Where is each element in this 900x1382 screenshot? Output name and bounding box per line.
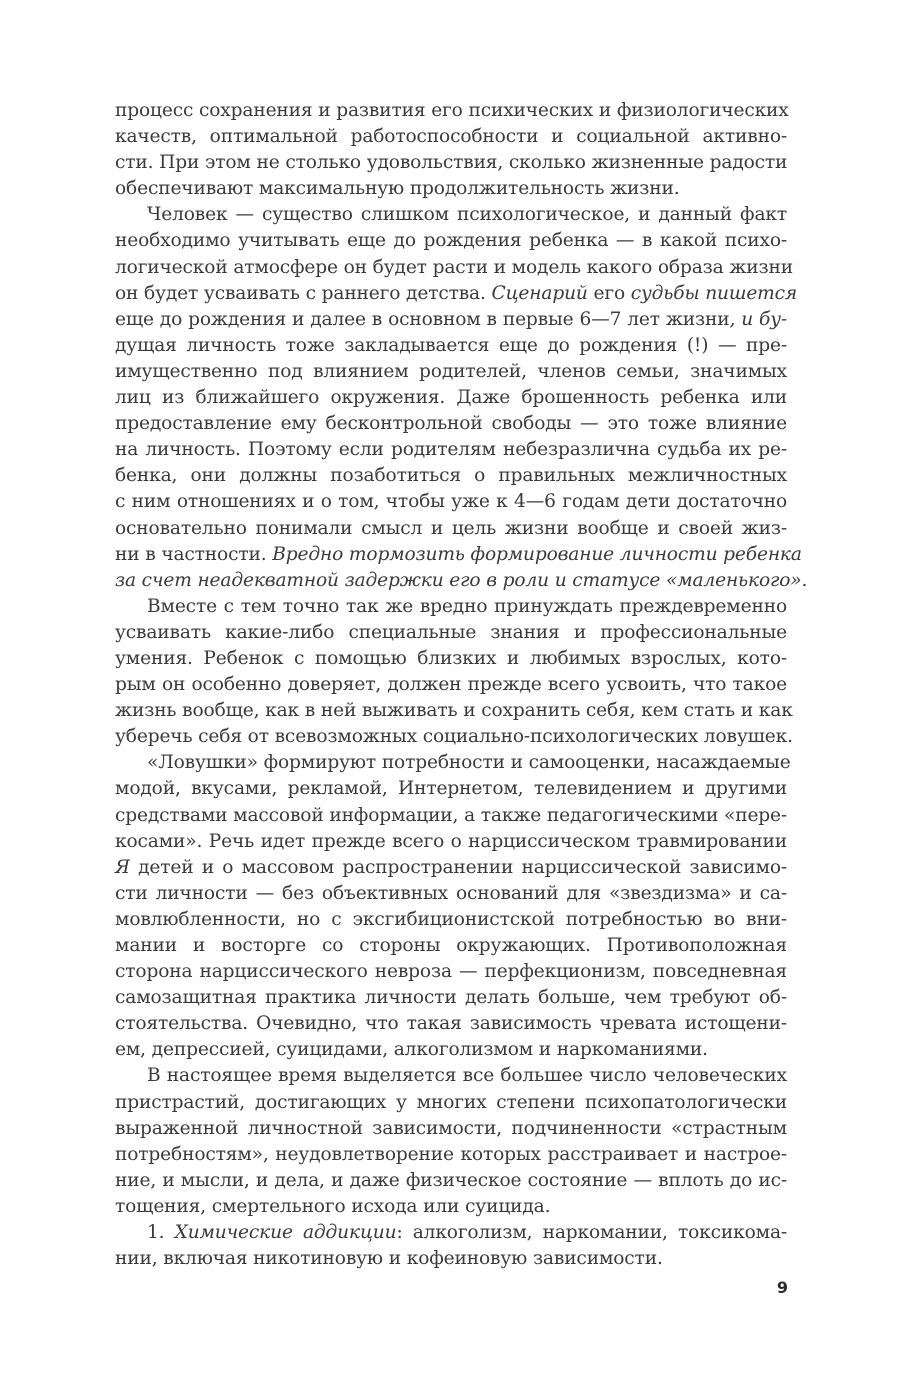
text-segment: умения. Ребенок с помощью близких и любимых взрослых, кото- <box>115 647 787 669</box>
text-segment: рым он особенно доверяет, должен прежде всего усвоить, что такое <box>115 674 787 696</box>
text-line <box>115 437 787 463</box>
text-line <box>115 568 808 594</box>
text-segment: пристрастий, достигающих у многих степени психопатологически <box>115 1091 787 1113</box>
text-segment: бенка, они должны позаботиться о правильных межличностных <box>115 465 787 487</box>
italic-text: судьбы пишется <box>630 282 798 304</box>
text-segment: мании и восторге со стороны окружающих. Противоположная <box>115 935 787 956</box>
text-line <box>115 803 787 829</box>
text-line <box>115 411 787 437</box>
text-segment: Человек — существо слишком психологическое, и данный факт <box>147 204 787 226</box>
text-line <box>115 594 787 620</box>
page-number: 9 <box>776 1278 788 1297</box>
text-line <box>115 750 791 776</box>
text-segment: ем, депрессией, суицидами, алкоголизмом и наркоманиями. <box>115 1039 708 1061</box>
text-segment: сти. При этом не столько удовольствия, сколько жизненные радости <box>115 152 788 174</box>
text-segment: выраженной личностной зависимости, подчиненности «страстным <box>115 1117 787 1139</box>
text-segment: детей и о массовом распространении нарциссической зависимо- <box>129 856 787 878</box>
text-segment: самозащитная практика личности делать больше, чем требуют об- <box>115 987 787 1009</box>
text-segment: логической атмосфере он будет расти и модель какого образа жизни <box>115 256 794 278</box>
text-segment: мовлюбленности, но с эксгибиционистской потребностью во вни- <box>115 908 787 930</box>
text-segment: модой, вкусами, рекламой, Интернетом, телевидением и другими <box>115 778 787 800</box>
text-segment: еще до рождения и далее в основном в первые 6—7 лет жизни <box>115 308 730 330</box>
text-line <box>115 672 787 698</box>
text-segment: ние, и мысли, и дела, и даже физическое состояние — вплоть до ис- <box>115 1169 787 1191</box>
text-segment: необходимо учитывать еще до рождения ребенка — в какой психо- <box>115 230 787 252</box>
text-segment: сти личности — без объективных оснований для «звездизма» и са- <box>115 882 787 904</box>
text-line <box>115 333 787 359</box>
text-line <box>115 1116 787 1142</box>
text-line <box>115 933 787 959</box>
text-line <box>115 228 787 254</box>
text-segment: обеспечивают максимальную продолжительность жизни. <box>115 178 680 200</box>
text-line <box>115 620 787 646</box>
text-segment: стоятельства. Очевидно, что такая зависимость чревата истощени- <box>115 1013 787 1035</box>
text-line <box>115 1090 787 1116</box>
text-line <box>115 150 787 176</box>
text-segment: : алкоголизм, наркомании, токсикома- <box>396 1222 788 1244</box>
text-segment: предоставление ему бесконтрольной свободы — это тоже влияние <box>115 413 787 435</box>
text-line <box>115 98 787 124</box>
text-segment: с ним отношениях и о том, чтобы уже к 4—6 годам дети достаточно <box>115 491 787 513</box>
body-text <box>115 98 808 1272</box>
text-line <box>115 907 787 933</box>
text-line <box>115 202 787 228</box>
text-line <box>115 985 787 1011</box>
text-segment: имущественно под влиянием родителей, членов семьи, значимых <box>115 360 787 382</box>
text-segment: «Ловушки» формируют потребности и самооценки, насаждаемые <box>147 752 791 774</box>
italic-text: за счет неадекватной задержки его в роли и статусе «маленького». <box>115 569 808 591</box>
text-segment: на личность. Поэтому если родителям небезразлична судьба их ре- <box>115 439 787 461</box>
text-line <box>115 463 787 489</box>
text-segment: Вместе с тем точно так же вредно принуждать преждевременно <box>147 595 787 617</box>
text-segment: дущая личность тоже закладывается еще до рождения (!) — пре- <box>115 334 787 356</box>
text-segment: качеств, оптимальной работоспособности и социальной активно- <box>115 126 787 148</box>
text-segment: лиц из ближайшего окружения. Даже брошенность ребенка или <box>115 387 787 409</box>
text-line <box>115 385 787 411</box>
text-line <box>115 489 787 515</box>
text-line <box>115 359 787 385</box>
text-segment: усваивать какие-либо специальные знания и профессиональные <box>115 621 787 643</box>
text-segment: уберечь себя от всевозможных социально-психологических ловушек. <box>115 726 793 748</box>
text-segment: жизнь вообще, как в ней выживать и сохранить себя, кем стать и как <box>115 700 793 722</box>
text-line <box>115 542 802 568</box>
text-line <box>115 1011 787 1037</box>
text-line <box>115 646 787 672</box>
text-segment: его <box>587 282 631 304</box>
text-line <box>115 959 787 985</box>
text-segment: нии, включая никотиновую и кофеиновую зависимости. <box>115 1248 663 1270</box>
text-segment: косами». Речь идет прежде всего о нарциссическом травмировании <box>115 830 787 852</box>
italic-text: Химические аддикции <box>174 1222 397 1244</box>
text-line <box>115 855 787 881</box>
text-line <box>115 1142 787 1168</box>
text-line <box>115 307 787 333</box>
text-line <box>115 1194 787 1220</box>
text-line <box>115 1246 787 1272</box>
text-line <box>115 1220 787 1246</box>
text-line <box>115 176 787 202</box>
text-segment: он будет усваивать с раннего детства. <box>115 282 492 304</box>
italic-text: , и бу- <box>729 308 787 330</box>
text-line <box>115 1037 787 1063</box>
text-line <box>115 281 798 307</box>
text-line <box>115 881 787 907</box>
italic-text: Вредно тормозить формирование личности ребенка <box>272 543 802 565</box>
text-segment: ни в частности. <box>115 543 273 565</box>
text-line <box>115 1063 787 1089</box>
text-line <box>115 1168 787 1194</box>
text-line <box>115 698 793 724</box>
text-line <box>115 124 787 150</box>
italic-text: Я <box>115 856 130 878</box>
text-line <box>115 516 787 542</box>
text-segment: потребностям», неудовлетворение которых расстраивает и настрое- <box>115 1143 787 1165</box>
text-segment: 1. <box>147 1222 175 1244</box>
text-segment: сторона нарциссического невроза — перфекционизм, повседневная <box>115 961 787 983</box>
text-segment: В настоящее время выделяется все большее число человеческих <box>147 1065 787 1087</box>
text-line <box>115 776 787 802</box>
text-line <box>115 829 787 855</box>
text-segment: средствами массовой информации, а также педагогическими «пере- <box>115 804 788 826</box>
text-segment: процесс сохранения и развития его психических и физиологических <box>115 100 789 121</box>
text-segment: основательно понимали смысл и цель жизни вообще и своей жиз- <box>115 517 787 539</box>
text-line <box>115 255 794 281</box>
text-segment: тощения, смертельного исхода или суицида. <box>115 1195 551 1217</box>
italic-text: Сценарий <box>491 282 588 304</box>
text-line <box>115 724 793 750</box>
